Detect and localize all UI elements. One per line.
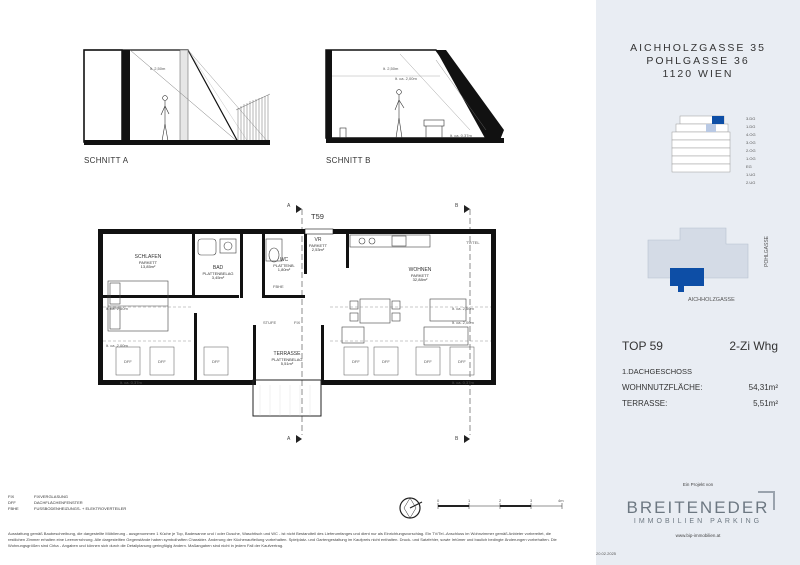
terrace-value: 5,51m² xyxy=(753,399,778,408)
floor-plan-drawing xyxy=(0,195,596,455)
scale-label-2: 2 xyxy=(499,498,502,503)
floor-3dg: 3.DG xyxy=(746,116,756,121)
site-plan xyxy=(640,222,770,302)
room-area: 3,45m² xyxy=(211,275,225,281)
legend-dff: DFF DACHFLÄCHENFENSTER xyxy=(8,500,83,505)
room-terrasse xyxy=(258,352,316,367)
scale-label-3: 3 xyxy=(530,498,533,503)
legend-fbhe: FBHE FUSSBODENHEIZUNGS- + ELEKTROVERTEILER xyxy=(8,506,127,511)
section-a-label: SCHNITT A xyxy=(84,156,129,165)
dff-label-7: DFF xyxy=(458,359,466,364)
dim-1: lt. ca. 2,50m xyxy=(106,306,128,311)
project-by: Ein Projekt von xyxy=(682,482,714,487)
street-aichholzgasse: AICHHOLZGASSE xyxy=(688,297,735,303)
terrace-row xyxy=(622,399,778,408)
room-floor: PLATTENB. xyxy=(273,262,295,268)
room-area: 5,51m² xyxy=(280,361,294,367)
room-area: 1,80m² xyxy=(277,267,291,273)
floor-1ug: 1.UG xyxy=(746,172,756,177)
dff-label-5: DFF xyxy=(382,359,390,364)
terrace-label: TERRASSE: xyxy=(622,399,668,408)
room-floor: PARKETT xyxy=(410,272,430,278)
street-pohlgasse: POHLGASSE xyxy=(764,236,770,267)
dim-2: lt. ca. 2,00m xyxy=(106,343,128,348)
room-floor: PARKETT xyxy=(308,242,328,248)
cut-marker-a-bottom: A xyxy=(287,436,291,442)
address-line-3: 1120 WIEN xyxy=(662,68,734,80)
dff-label-4: DFF xyxy=(352,359,360,364)
section-b-label: SCHNITT B xyxy=(326,156,371,165)
dim-4: lt. ca. 2,50m xyxy=(452,306,474,311)
floor-1dg: 1.DG xyxy=(746,124,756,129)
cut-marker-a-top: A xyxy=(287,203,291,209)
document-date: 20.02.2025 xyxy=(596,551,617,556)
dff-label-2: DFF xyxy=(158,359,166,364)
dim-5: lt. ca. 2,00m xyxy=(452,320,474,325)
room-wohnen xyxy=(388,268,452,283)
floor-eg: EG xyxy=(746,164,752,169)
room-floor: PLATTENBELAG xyxy=(271,356,303,362)
brand-url: www.bip-immobilien.at xyxy=(675,533,721,538)
living-area-row xyxy=(622,383,778,392)
room-area: 2,53m² xyxy=(311,247,325,253)
floor-2og: 2.OG xyxy=(746,148,756,153)
brand-tagline: IMMOBILIEN PARKING xyxy=(633,518,763,525)
unit-floor: 1.DACHGESCHOSS xyxy=(622,367,693,376)
room-name: WC xyxy=(279,257,289,263)
living-area-value: 54,31m² xyxy=(748,383,778,392)
section-b-height-3: lt. ca. 0,37m xyxy=(450,133,472,138)
room-name: WOHNEN xyxy=(408,267,432,273)
room-wc xyxy=(263,258,305,273)
section-a xyxy=(84,50,270,145)
dim-3: lt. ca. 0,37m xyxy=(120,380,142,385)
disclaimer-text: Ausstattung gemäß Baubeschreibung, die dargestellte Möblierung - ausgenommen 1 Küche je Top, Badewanne und / oder Dusche, Waschtisch und WC - ist nicht Bestandteil des Lieferumfanges und dient nur als Einrichtungsvorschlag. Ein TV/Tel.-Anschluss im Wohnzimmer gemäß Anbieter vorbereitet, die restlichen Zimmer erhalten eine Leerverrohrung. Alle dargestellten Gegenstände haben symbolhaften Charakter. Änderung der Küchenaufteilung vorbehalten. Spielplatz- und Gartengestaltung im Kaufpreis nicht enthalten. Druck- und Satzfehler, sowie Irrtümer und baulich bedingte Änderungen vorbehalten. Die Wohnungsgrößen sind Cirka - Angaben und können sich durch die Detailplanung geringfügig ändern. Maßangaben sind nicht in jedem Fall der Kaufvertrag. xyxy=(8,531,557,548)
stufe-label: STUFE xyxy=(263,320,277,325)
room-area: 32,88m² xyxy=(412,277,428,283)
room-area: 13,85m² xyxy=(140,264,156,270)
dff-label-1: DFF xyxy=(124,359,132,364)
address-line-1: AICHHOLZGASSE 35 xyxy=(630,42,766,54)
room-floor: PLATTENBELAG xyxy=(202,270,234,276)
site-unit-marker xyxy=(670,268,704,286)
room-floor: PARKETT xyxy=(138,259,158,265)
unit-number: TOP 59 xyxy=(622,339,663,353)
legend-fix: FIX FIXVERGLASUNG xyxy=(8,494,69,499)
cut-marker-b-top: B xyxy=(455,203,459,209)
room-name: VR xyxy=(314,237,322,243)
scale-label-4: 4m xyxy=(558,498,564,503)
scale-label-0: 0 xyxy=(437,498,440,503)
unit-entrance-label: T59 xyxy=(311,212,324,221)
north-compass xyxy=(396,494,432,524)
dim-6: lt. ca. 0,37m xyxy=(452,380,474,385)
fbhe-label: FBHE xyxy=(273,284,284,289)
floor-1og: 1.OG xyxy=(746,156,756,161)
section-b xyxy=(326,50,504,143)
floor-stack-diagram xyxy=(650,110,760,190)
room-name: SCHLAFEN xyxy=(134,254,162,260)
section-b-height-2: lt. ca. 2,00m xyxy=(395,76,417,81)
room-schlafen xyxy=(118,255,178,270)
tvtel-label: TV/TEL xyxy=(466,240,480,245)
living-area-label: WOHNNUTZFLÄCHE: xyxy=(622,383,703,392)
fix-label: FIX xyxy=(294,320,301,325)
dff-label-3: DFF xyxy=(212,359,220,364)
room-name: BAD xyxy=(212,265,224,271)
address-line-2: POHLGASSE 36 xyxy=(646,55,750,67)
room-name: TERRASSE xyxy=(273,351,301,357)
floor-2ug: 2.UG xyxy=(746,180,756,185)
room-bad xyxy=(196,266,240,281)
section-a-height: lt. 2,50m xyxy=(150,66,166,71)
unit-type: 2-Zi Whg xyxy=(729,339,778,353)
scale-label-1: 1 xyxy=(468,498,471,503)
sections-drawing xyxy=(0,0,596,200)
brand-name: BREITENEDER xyxy=(626,498,770,517)
current-unit-highlight xyxy=(712,116,724,124)
dff-label-6: DFF xyxy=(424,359,432,364)
cut-marker-b-bottom: B xyxy=(455,436,459,442)
floor-3og: 3.OG xyxy=(746,140,756,145)
room-vr xyxy=(304,238,332,253)
section-b-height-1: lt. 2,50m xyxy=(383,66,399,71)
floor-4og: 4.OG xyxy=(746,132,756,137)
